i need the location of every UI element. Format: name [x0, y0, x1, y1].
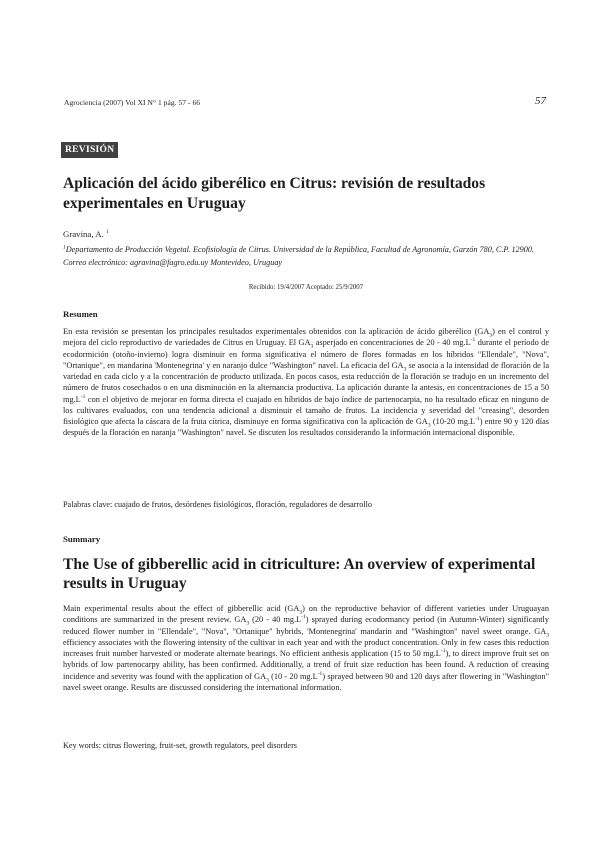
author — [63, 229, 109, 239]
author-name: Gravina, A. — [63, 229, 104, 239]
summary-body: Main experimental results about the effect of gibberellic acid $(GA_3)$ on the reproductive behavior of different varieties under Uruguayan conditions are summarized in the present review. $GA_3$ (20 - 40 $mg.L^{-1}$) sprayed during ecodormancy period (in Autumn-Winter) significantly reduced flower number in "Ellendale", "Nova", "Ortanique" hybrids, 'Montenegrina' mandarin and "Washington" navel sweet orange. $GA_3$ efficiency associates with the flowering intensity of the cultivar in each year and with the product concentration. Only in few cases this reduction increases fruit number harvested or moderate alternate bearings. No efficient anthesis application (15 to 50 $mg.L^{-1}$), to direct improve fruit set on hybrids of low partenocarpy ability, has been confirmed. Additionally, a trend of fruit size reduction has been found. A reduction of creasing incidence and severity was found with the application of $GA_3$ (10 - 20 $mg.L^{-1}$) sprayed between 90 and 120 days after flowering in "Washington" navel sweet orange. Results are discussed considering the international information. — [63, 604, 550, 692]
resumen-heading: Resumen — [63, 309, 98, 319]
journal-header: Agrociencia (2007) Vol XI N° 1 pág. 57 - 66 — [64, 98, 201, 107]
page-number: 57 — [535, 95, 546, 107]
section-badge: REVISIÓN — [61, 142, 118, 158]
affiliation-superscript: 1 — [63, 244, 66, 251]
article-title-es: Aplicación del ácido giberélico en Citrus: revisión de resultados experimentales en Uruguay — [63, 175, 486, 212]
palabras-clave-text: cuajado de frutos, desórdenes fisiológicos, floración, reguladores de desarrollo — [112, 500, 372, 509]
key-words-label: Key words: — [63, 741, 101, 750]
author-superscript: 1 — [106, 229, 109, 236]
key-words — [63, 741, 549, 750]
affiliation-text: Departamento de Producción Vegetal. Ecofisiología de Citrus. Universidad de la República, Facultad de Agronomía, Garzón 780, C.P. 12900. Correo electrónico: agravina@fagro.edu.uy Montevideo, Uruguay — [63, 245, 534, 267]
affiliation — [63, 243, 553, 269]
received-dates: Recibido: 19/4/2007 Aceptado: 25/9/2007 — [248, 284, 364, 291]
palabras-clave-label: Palabras clave: — [63, 500, 113, 509]
article-title-en: The Use of gibberellic acid in citriculture: An overview of experimental results in Uruguay — [63, 556, 536, 592]
key-words-text: citrus flowering, fruit-set, growth regulators, peel disorders — [100, 741, 297, 750]
resumen-body: En esta revisión se presentan los principales resultados experimentales obtenidos con la aplicación de ácido giberélico $(GA_3)$ en el control y mejora del ciclo reproductivo de variedades de Citrus en Uruguay. El $GA_3$ asperjado en concentraciones de 20 - 40 $mg.L^{-1}$ durante el período de ecodormición (otoño-invierno) logra disminuir en forma significativa el número de flores formadas en los híbridos "Ellendale", "Nova", "Ortanique", en mandarina 'Montenegrina' y en naranjo dulce "Washington" navel. La eficacia del $GA_3$ se asocia a la intensidad de floración de la variedad en cada ciclo y a la concentración de producto utilizada. En pocos casos, esta reducción de la floración se tradujo en un incremento del número de frutos cosechados o en una disminución en la alternancia productiva. La aplicación durante la antesis, en concentraciones de 15 a 50 $mg.L^{-1}$ con el objetivo de mejorar en forma directa el cuajado en híbridos de bajo índice de partenocarpia, no ha resultado eficaz en ninguno de los cultivares evaluados, con una tendencia adicional a disminuir el tamaño de frutos. La incidencia y severidad del "creasing", desorden fisiológico que afecta la cáscara de la fruta cítrica, disminuye en forma significativa con la aplicación de $GA_3$ (10-20 $mg.L^{-1}$) entre 90 y 120 días después de la floración en naranja "Washington" navel. Se discuten los resultados considerando la información internacional disponible. — [63, 327, 550, 438]
summary-heading: Summary — [63, 534, 101, 544]
palabras-clave — [63, 500, 549, 509]
